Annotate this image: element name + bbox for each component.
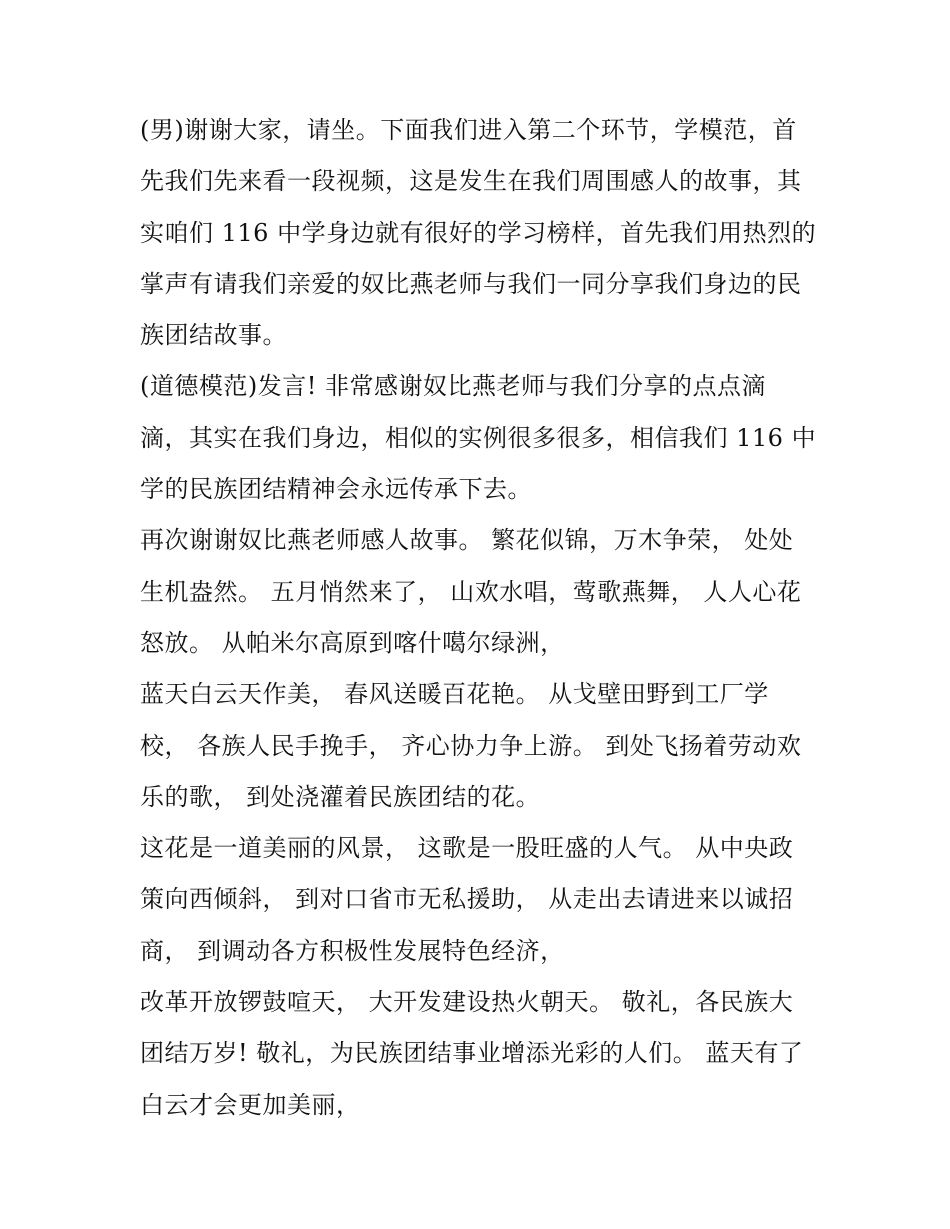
text-line: 改革开放锣鼓喧天， 大开发建设热火朝天。 敬礼，各民族大 <box>140 988 794 1017</box>
text-line: 蓝天白云天作美， 春风送暖百花艳。 从戈壁田野到工厂学 <box>140 680 769 709</box>
text-line: 这花是一道美丽的风景， 这歌是一股旺盛的人气。 从中央政 <box>140 834 794 863</box>
text-line: 实咱们 116 中学身边就有很好的学习榜样，首先我们用热烈的 <box>140 218 817 247</box>
text-line: 再次谢谢奴比燕老师感人故事。 繁花似锦，万木争荣， 处处 <box>140 526 794 555</box>
text-line: 团结万岁! 敬礼，为民族团结事业增添光彩的人们。 蓝天有了 <box>140 1039 804 1068</box>
text-line: 滴，其实在我们身边，相似的实例很多很多，相信我们 116 中 <box>140 423 817 452</box>
text-line: 商， 到调动各方积极性发展特色经济， <box>140 936 565 965</box>
text-line: 乐的歌， 到处浇灌着民族团结的花。 <box>140 782 541 811</box>
text-line: 学的民族团结精神会永远传承下去。 <box>140 475 532 504</box>
text-line: 怒放。 从帕米尔高原到喀什噶尔绿洲， <box>140 628 565 657</box>
text-line: 校， 各族人民手挽手， 齐心协力争上游。 到处飞扬着劳动欢 <box>140 731 802 760</box>
text-line: 先我们先来看一段视频，这是发生在我们周围感人的故事，其 <box>140 167 802 196</box>
document-body <box>140 105 830 1131</box>
text-line: (道德模范)发言! 非常感谢奴比燕老师与我们分享的点点滴 <box>140 372 766 401</box>
text-line: 生机盎然。 五月悄然来了， 山欢水唱，莺歌燕舞， 人人心花 <box>140 577 802 606</box>
text-line: 族团结故事。 <box>140 321 287 350</box>
text-line: 白云才会更加美丽， <box>140 1090 361 1119</box>
text-line: 策向西倾斜， 到对口省市无私援助， 从走出去请进来以诚招 <box>140 885 794 914</box>
text-line: (男)谢谢大家，请坐。下面我们进入第二个环节，学模范，首 <box>140 116 797 144</box>
text-line: 掌声有请我们亲爱的奴比燕老师与我们一同分享我们身边的民 <box>140 269 802 298</box>
